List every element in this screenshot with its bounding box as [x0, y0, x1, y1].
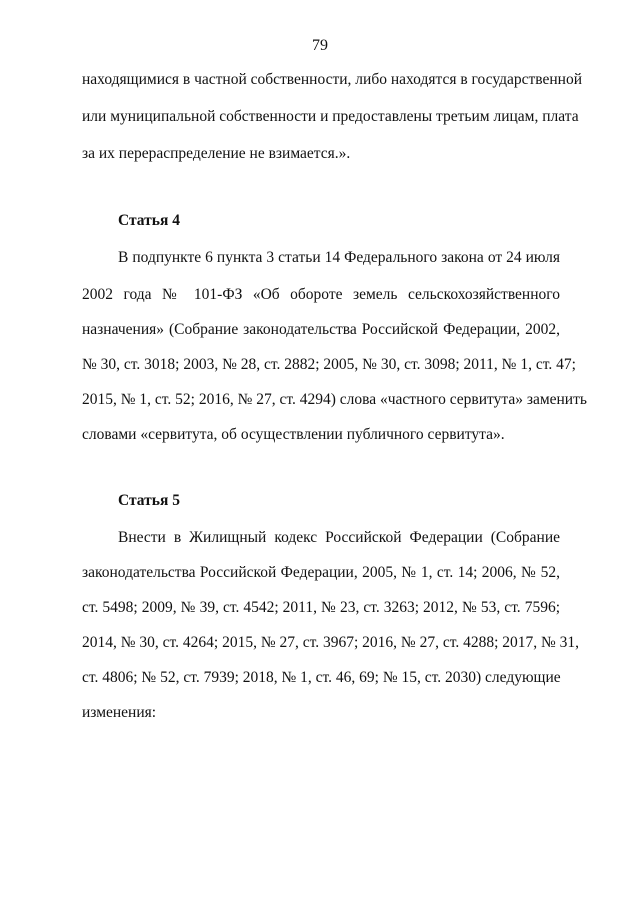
paragraph-line: № 30, ст. 3018; 2003, № 28, ст. 2882; 2005, № 30, ст. 3098; 2011, № 1, ст. 47;	[82, 356, 576, 373]
paragraph-line: словами «сервитута, об осуществлении публичного сервитута».	[82, 426, 505, 443]
paragraph-line: ст. 4806; № 52, ст. 7939; 2018, № 1, ст. 46, 69; № 15, ст. 2030) следующие	[82, 669, 561, 686]
paragraph-line: ст. 5498; 2009, № 39, ст. 4542; 2011, № 23, ст. 3263; 2012, № 53, ст. 7596;	[82, 599, 560, 616]
paragraph-line: В подпункте 6 пункта 3 статьи 14 Федерального закона от 24 июля	[118, 249, 560, 266]
paragraph-line: 2002 года № 101-ФЗ «Об обороте земель сельскохозяйственного	[82, 286, 560, 303]
paragraph-line: за их перераспределение не взимается.».	[82, 145, 351, 162]
paragraph-line: находящимися в частной собственности, либо находятся в государственной	[82, 71, 583, 88]
paragraph-line: 2015, № 1, ст. 52; 2016, № 27, ст. 4294) слова «частного сервитута» заменить	[82, 391, 587, 408]
paragraph-line: Внести в Жилищный кодекс Российской Федерации (Собрание	[118, 529, 560, 546]
paragraph-line: или муниципальной собственности и предоставлены третьим лицам, плата	[82, 108, 579, 125]
paragraph-line: законодательства Российской Федерации, 2005, № 1, ст. 14; 2006, № 52,	[82, 564, 560, 581]
paragraph-line: 2014, № 30, ст. 4264; 2015, № 27, ст. 3967; 2016, № 27, ст. 4288; 2017, № 31,	[82, 634, 580, 651]
paragraph-line: изменения:	[82, 704, 157, 721]
article-5-heading: Статья 5	[118, 492, 180, 509]
paragraph-line: назначения» (Собрание законодательства Российской Федерации, 2002,	[82, 321, 560, 338]
page-number: 79	[312, 37, 328, 54]
article-4-heading: Статья 4	[118, 212, 180, 229]
